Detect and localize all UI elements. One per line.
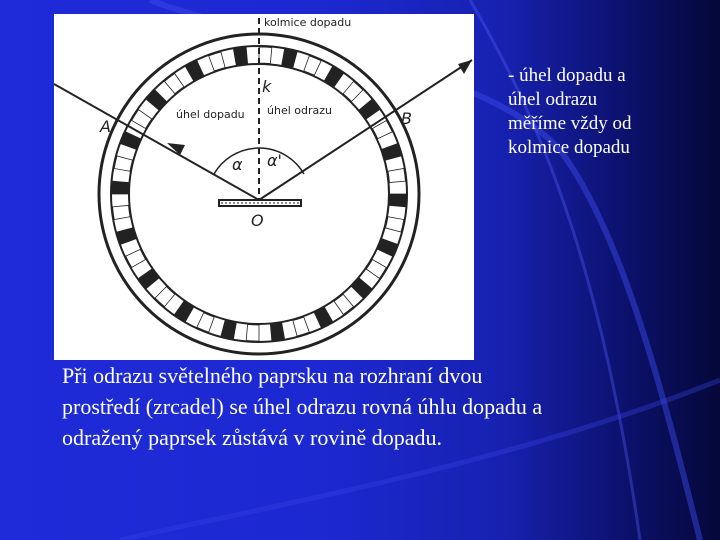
point-a-label: A bbox=[100, 117, 111, 136]
scale-segment bbox=[221, 321, 236, 339]
scale-segment bbox=[386, 217, 404, 232]
scale-segment bbox=[259, 47, 272, 63]
point-b-label: B bbox=[401, 109, 412, 128]
scale-segment bbox=[382, 144, 401, 160]
scale-segment bbox=[282, 49, 297, 67]
scale-segment bbox=[388, 168, 405, 182]
mirror bbox=[219, 200, 301, 206]
alpha-prime-symbol: α' bbox=[267, 151, 282, 170]
scale-segment bbox=[270, 323, 284, 340]
scale-segment bbox=[293, 317, 309, 336]
scale-segment bbox=[390, 194, 406, 207]
alpha-symbol: α bbox=[232, 155, 243, 174]
point-o-label: O bbox=[251, 211, 264, 230]
reflection-angle-label: úhel odrazu bbox=[267, 104, 332, 117]
slide-caption: Při odrazu světelného paprsku na rozhraní dvou prostředí (zrcadel) se úhel odrazu rovná úhlu dopadu a odražený paprsek zůstává v rovině dopadu. bbox=[62, 363, 543, 450]
reflected-arrowhead bbox=[458, 60, 472, 74]
scale-segment bbox=[113, 205, 130, 219]
normal-label: kolmice dopadu bbox=[264, 16, 352, 29]
scale-segment bbox=[246, 325, 259, 341]
scale-segment bbox=[114, 156, 132, 171]
reflected-ray bbox=[259, 60, 472, 200]
reflection-diagram bbox=[54, 14, 474, 360]
incidence-angle-label: úhel dopadu bbox=[176, 108, 245, 121]
side-note: - úhel dopadu a úhel odrazu měříme vždy od kolmice dopadu bbox=[508, 65, 632, 158]
point-k-label: k bbox=[262, 77, 272, 96]
scale-segment bbox=[117, 228, 136, 244]
scale-segment bbox=[233, 48, 247, 65]
scale-segment bbox=[209, 52, 225, 71]
scale-segment bbox=[112, 181, 128, 194]
